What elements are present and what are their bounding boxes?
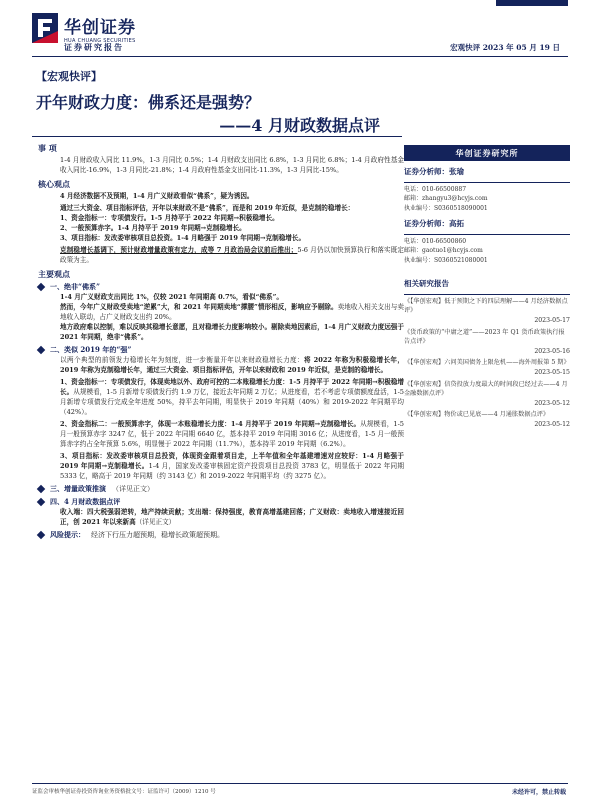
document-type: 证券研究报告 (64, 42, 124, 52)
core-point-1: 4 月经济数据不及预期，1-4 月广义财政看似“佛系”，疑为诱因。 (60, 192, 254, 200)
section-1-point-2: 然而，今年广义财政受卖地“逆累”大，和 2021 年同期卖地“撑腰”情形相反，影响应予剔除。卖地收入相关支出与卖地收入联动，占广义财政支出约 20%。 (60, 303, 404, 321)
institute-banner: 华创证券研究所 (404, 145, 570, 161)
sidebar-divider (404, 294, 570, 295)
title-divider (32, 136, 402, 137)
related-report-date: 2023-05-12 (534, 399, 570, 407)
related-report[interactable] (404, 380, 570, 409)
related-report-date: 2023-05-17 (534, 316, 570, 324)
related-report[interactable] (404, 297, 570, 326)
events-text: 1-4 月财政收入同比 11.9%，1-3 月同比 0.5%；1-4 月财政支出同比 6.8%，1-3 月同比 6.8%；1-4 月政府性基金收入同比-16.9%，1-3 月同比-21.8%；1-4 月政府性基金支出同比-11.3%，1-3 月同比-15%。 (60, 156, 404, 174)
report-title: 开年财政力度：佛系还是强势？ (36, 93, 261, 112)
section-2-item-1: 1、资金指标一：专项债发行，体现卖地以外、政府可控的二本账稳增长力度：1-5 月持平于 2022 年同期→积极稳增长。从规模看，1-5 月新增专项债发行约 1.9 万亿，接近去年同期 2 万亿；从进度看，若不考虑专项债额度盘活，1-5 月新增专项债发行完成全年进度 50%，持平去年同期，明显快于 2019 年同期（40%）和 2019-2022 年同期平均（42%）。 (60, 378, 405, 416)
analyst-1-email: 邮箱：zhangyu3@hcyjs.com (404, 195, 488, 203)
related-report-date: 2023-05-15 (534, 368, 570, 376)
analyst-2-phone: 电话：010-66500860 (404, 237, 467, 245)
related-report-title[interactable]: 《【华创宏观】物价或已见底——4 月通胀数据点评》 (404, 411, 550, 419)
footer-license: 证监会审核华创证券投资咨询业务资格批文号：证监许可（2009）1210 号 (32, 789, 216, 795)
header-divider (32, 56, 568, 57)
core-point-3-emphasis: 克制稳增长基调下，预计财政增量政策有定力，成等 7 月政治局会议前后推出； (60, 246, 298, 254)
section-1-point-3: 地方政府难以控制，难以反映其稳增长意愿，且对稳增长力度影响较小。剔除卖地因素后，1-4 月广义财政力度远强于 2021 年同期，绝非“佛系”。 (60, 323, 404, 341)
core-point-3-rest: 5-6 月仍以加快预算执行和落实既定政策为主。 (60, 246, 404, 264)
related-report[interactable] (404, 358, 570, 377)
core-item-2: 2、一般预算赤字。1-4 月持平于 2019 年同期→克制稳增长。 (60, 224, 246, 232)
related-report[interactable] (404, 328, 570, 357)
main-column (32, 140, 404, 540)
section-1-point-1: 1-4 月广义财政支出同比 1%，仅较 2021 年同期高 0.7%，看似“佛系”。 (60, 293, 283, 301)
footer-divider (32, 783, 568, 784)
sidebar-divider (404, 234, 570, 235)
section-3-heading: 三、增量政策推演 （详见正文） (36, 484, 404, 494)
section-2-item-2: 2、资金指标二：一般预算赤字，体现一本账稳增长力度：1-4 月持平于 2019 年同期→克制稳增长。从规模看，1-5 月一般预算赤字 3247 亿，低于 2022 年同期 6640 亿，基本持平 2019 年同期 3016 亿；从进度看，1-5 月一般预算赤字约占全年预算 5.6%，明显慢于 2022 年同期（11.7%），基本持平 2019 年同期（6.2%）。 (60, 420, 404, 448)
core-views-heading: 核心观点 (38, 179, 70, 189)
report-category-tag: 【宏观快评】 (36, 70, 102, 83)
risk-warning: 风险提示： 经济下行压力超预期，稳增长政策超预期。 (36, 530, 404, 540)
section-1-heading: 一、绝非“佛系” (36, 282, 404, 292)
related-report-title[interactable]: 《【华创宏观】低于预期之下的四层理解——4 月经济数据点评》 (404, 297, 568, 315)
section-4-text: 收入端：四大税强弱逆转，地产持续贡献；支出端：保持强度，教育高增基建回落；广义财政：卖地收入增速接近回正，创 2021 年以来新高（详见正文） (60, 508, 404, 526)
header-corner-bar (496, 0, 568, 6)
related-report-title[interactable]: 《货币政策的“中庸之道”——2023 年 Q1 货币政策执行报告点评》 (404, 328, 565, 346)
section-2-heading: 二、类似 2019 年的“强” (36, 345, 404, 355)
logo-chinese-name: 华创证券 (64, 17, 136, 38)
events-heading: 事 项 (38, 143, 57, 153)
analyst-2-email: 邮箱：gaotuo1@hcyjs.com (404, 247, 483, 255)
related-report-date: 2023-05-12 (534, 420, 570, 428)
related-report[interactable] (404, 410, 570, 429)
analyst-2-cert: 执业编号：S0360521080001 (404, 256, 488, 264)
section-2-intro: 以两个典型的前领发力稳增长年为刻度，进一步衡量开年以来财政稳增长力度：将 2022 年称为积极稳增长年，2019 年称为克制稳增长年，通过三大资金、项目指标评估，开年以来财政和 2019 年近似，是克制的稳增长。 (60, 356, 405, 374)
report-type-date: 宏观快评 2023 年 05 月 19 日 (450, 43, 560, 52)
core-item-3: 3、项目指标：发改委审核项目总投资。1-4 月略强于 2019 年同期→克制稳增长。 (60, 234, 306, 242)
core-point-3 (60, 245, 404, 265)
core-item-1: 1、资金指标一：专项债发行。1-5 月持平于 2022 年同期→积极稳增长。 (60, 214, 279, 222)
diamond-bullet-icon (37, 531, 45, 539)
analyst-1-name: 证券分析师：张瑜 (404, 167, 464, 176)
section-2-item-3: 3、项目指标：发改委审核项目总投资，体现资金跟着项目走，上半年值和全年基建增速对应较好：1-4 月略强于 2019 年同期→克制稳增长。1-4 月，国家发改委审核固定资产投资项目总投资 3783 亿，明显低于 2022 年同期 5333 亿，略高于 2019 年同期（约 3143 亿）和 2019-2022 年同期平均（约 3275 亿）。 (60, 452, 404, 480)
diamond-bullet-icon (37, 498, 45, 506)
related-reports-heading: 相关研究报告 (404, 279, 449, 289)
analyst-1-phone: 电话：010-66500887 (404, 185, 467, 193)
core-point-2: 通过三大资金、项目指标评估，开年以来财政不是“佛系”，而是和 2019 年近似，是克制的稳增长： (60, 204, 355, 212)
related-report-date: 2023-05-16 (534, 347, 570, 355)
report-subtitle: ——4 月财政数据点评 (219, 116, 380, 135)
diamond-bullet-icon (37, 346, 45, 354)
analyst-2-name: 证券分析师：高拓 (404, 219, 464, 229)
logo-english-name: HUA CHUANG SECURITIES (64, 37, 136, 44)
analyst-1-cert: 执业编号：S0360518090001 (404, 204, 488, 212)
footer-copyright: 未经许可，禁止转载 (511, 789, 566, 796)
main-points-heading: 主要观点 (38, 269, 70, 279)
logo-mark-icon (32, 13, 58, 43)
diamond-bullet-icon (37, 485, 45, 493)
related-report-title[interactable]: 《【华创宏观】信贷投放力度最大的时间段已经过去——4 月金融数据点评》 (404, 380, 568, 398)
diamond-bullet-icon (37, 283, 45, 291)
related-report-title[interactable]: 《【华创宏观】六问美国债务上限危机——海外周报第 5 期》 (404, 359, 570, 367)
sidebar-divider (404, 182, 570, 183)
section-4-heading: 四、4 月财政数据点评 (36, 497, 404, 507)
sidebar (404, 145, 570, 432)
